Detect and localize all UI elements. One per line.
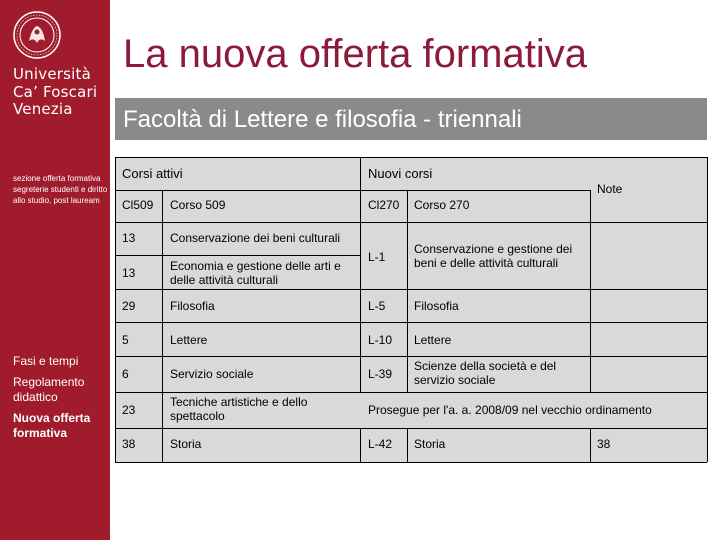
table-cell-corso509: Filosofia (170, 299, 215, 313)
nav-fasi-e-tempi[interactable]: Fasi e tempi (13, 354, 79, 368)
table-cell-cl270: L-10 (368, 333, 393, 347)
grid-line (115, 356, 707, 357)
table-cell-corso270: Storia (414, 437, 446, 451)
grid-line (115, 462, 707, 463)
grid-line (360, 428, 361, 462)
header-nuovi-corsi: Nuovi corsi (368, 166, 433, 181)
university-name-line-1: Università (13, 65, 91, 83)
header-corso509: Corso 509 (170, 198, 226, 212)
grid-line (115, 428, 707, 429)
grid-line (115, 289, 707, 290)
page-title: La nuova offerta formativa (123, 32, 587, 76)
table-cell-cl509: 23 (122, 403, 136, 417)
header-note: Note (597, 182, 623, 196)
university-seal-logo (12, 10, 62, 60)
university-name-line-2: Ca’ Foscari (13, 83, 98, 101)
grid-line (115, 255, 360, 256)
table-cell-corso270: Scienze della società e del servizio sociale (414, 359, 557, 387)
grid-line (115, 190, 590, 191)
sidebar (0, 0, 110, 540)
table-cell-cl270: L-1 (368, 250, 386, 264)
grid-line (590, 190, 591, 392)
grid-line (115, 157, 116, 462)
grid-line (115, 157, 707, 158)
header-cl270: Cl270 (368, 198, 400, 212)
table-cell-corso270: Lettere (414, 333, 452, 347)
table-cell-cl509: 6 (122, 367, 129, 381)
table-cell-cl270: L-5 (368, 299, 386, 313)
subtitle-bar (115, 98, 707, 140)
table-cell-corso509: Storia (170, 437, 202, 451)
table-cell-corso270: Conservazione e gestione dei beni e delle attività culturali (414, 242, 573, 270)
grid-line (162, 190, 163, 462)
table-cell-prosegue-note: Prosegue per l'a. a. 2008/09 nel vecchio ordinamento (368, 403, 652, 417)
page-subtitle: Facoltà di Lettere e filosofia - triennali (123, 106, 522, 133)
section-description: sezione offerta formativa segreterie studenti e diritto allo studio, post lauream (13, 174, 108, 205)
table-cell-corso509: Economia e gestione delle arti e delle attività culturali (170, 259, 341, 287)
table-cell-cl509: 29 (122, 299, 136, 313)
table-cell-note: 38 (597, 437, 611, 451)
header-cl509: Cl509 (122, 198, 154, 212)
grid-line (407, 428, 408, 462)
table-cell-corso509: Tecniche artistiche e dello spettacolo (170, 395, 308, 423)
grid-line (407, 190, 408, 392)
university-name-line-3: Venezia (13, 100, 73, 118)
table-cell-corso509: Servizio sociale (170, 367, 254, 381)
header-corsi-attivi: Corsi attivi (122, 166, 183, 181)
table-cell-cl270: L-42 (368, 437, 393, 451)
header-corso270: Corso 270 (414, 198, 470, 212)
grid-line (707, 157, 708, 462)
grid-line (590, 428, 591, 462)
table-cell-cl270: L-39 (368, 367, 393, 381)
table-cell-cl509: 38 (122, 437, 136, 451)
grid-line (115, 392, 707, 393)
grid-line (115, 222, 707, 223)
table-cell-cl509: 13 (122, 266, 136, 280)
grid-line (115, 322, 707, 323)
table-cell-corso509: Conservazione dei beni culturali (170, 231, 341, 245)
nav-regolamento-didattico[interactable]: Regolamento didattico (13, 375, 85, 404)
table-cell-cl509: 5 (122, 333, 129, 347)
table-cell-corso509: Lettere (170, 333, 208, 347)
table-cell-corso270: Filosofia (414, 299, 459, 313)
nav-nuova-offerta-formativa[interactable]: Nuova offerta formativa (13, 411, 91, 440)
table-cell-cl509: 13 (122, 231, 136, 245)
